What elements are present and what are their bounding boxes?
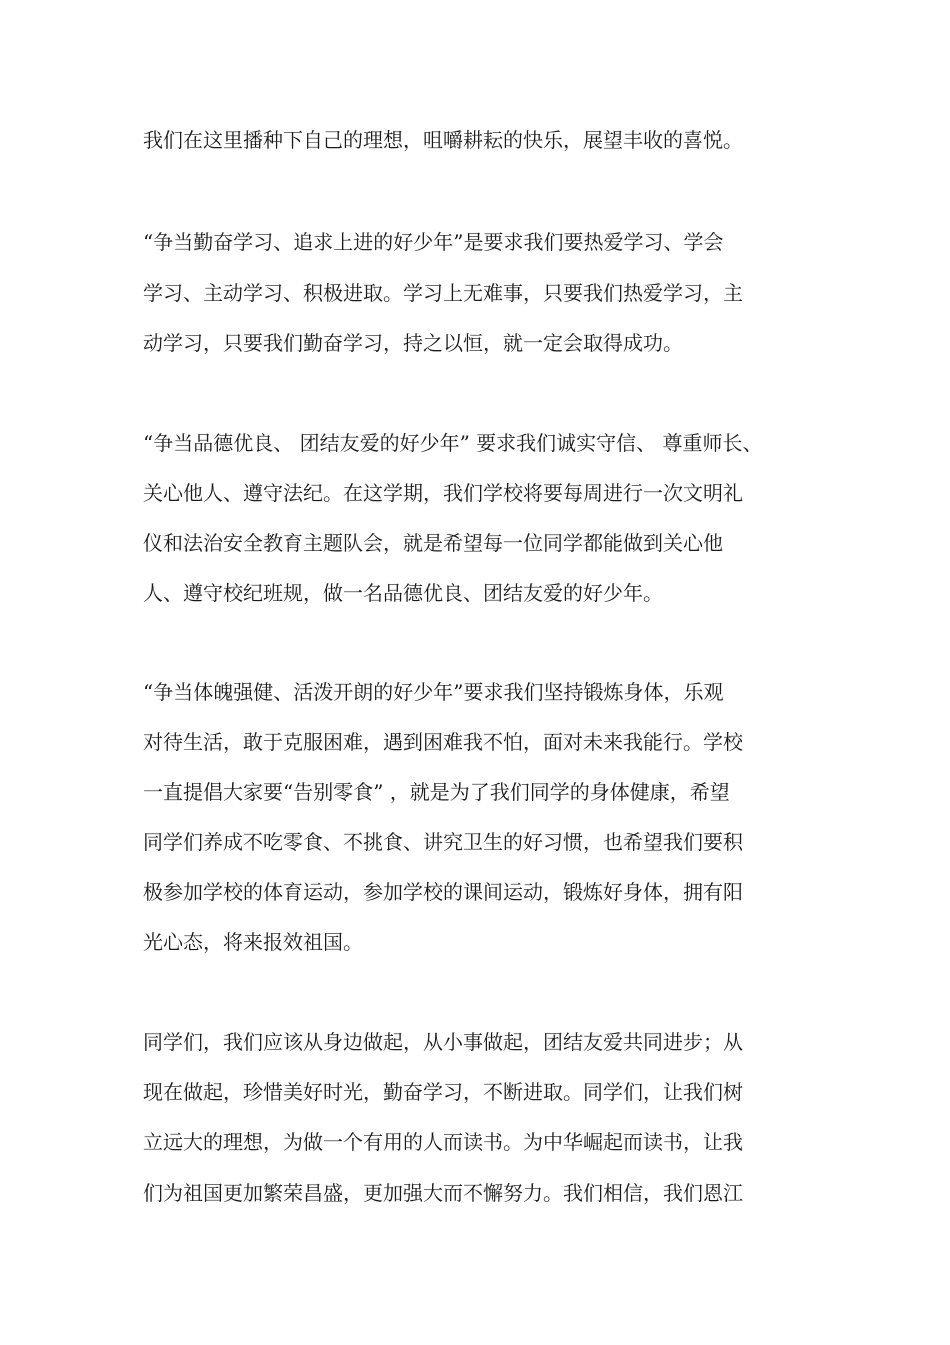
text-line: 一直提倡大家要“告别零食” ，就是为了我们同学的身体健康，希望 (143, 780, 730, 804)
text-line: 极参加学校的体育运动，参加学校的课间运动，锻炼好身体，拥有阳 (143, 880, 743, 904)
text-line: 现在做起，珍惜美好时光，勤奋学习，不断进取。同学们，让我们树 (143, 1080, 743, 1104)
text-line: 动学习，只要我们勤奋学习，持之以恒，就一定会取得成功。 (143, 331, 683, 355)
text-line: “争当勤奋学习、追求上进的好少年”是要求我们要热爱学习、学会 (143, 230, 724, 254)
text-line: 们为祖国更加繁荣昌盛，更加强大而不懈努力。我们相信，我们恩江 (143, 1181, 743, 1205)
text-line: 同学们养成不吃零食、不挑食、讲究卫生的好习惯，也希望我们要积 (143, 830, 743, 854)
text-line: 光心态，将来报效祖国。 (143, 930, 363, 954)
text-line: 学习、主动学习、积极进取。学习上无难事，只要我们热爱学习，主 (143, 281, 743, 305)
text-line: “争当体魄强健、活泼开朗的好少年”要求我们坚持锻炼身体，乐观 (143, 680, 724, 704)
text-line: 仪和法治安全教育主题队会，就是希望每一位同学都能做到关心他 (143, 531, 723, 555)
text-line: 关心他人、遵守法纪。在这学期，我们学校将要每周进行一次文明礼 (143, 481, 743, 505)
text-line: 立远大的理想，为做一个有用的人而读书。为中华崛起而读书，让我 (143, 1130, 743, 1154)
text-line: 人、遵守校纪班规，做一名品德优良、团结友爱的好少年。 (143, 581, 663, 605)
text-line: 同学们，我们应该从身边做起，从小事做起，团结友爱共同进步；从 (143, 1030, 743, 1054)
text-line: 对待生活，敢于克服困难，遇到困难我不怕，面对未来我能行。学校 (143, 730, 743, 754)
text-line: 我们在这里播种下自己的理想，咀嚼耕耘的快乐，展望丰收的喜悦。 (143, 128, 743, 152)
text-line: “争当品德优良、 团结友爱的好少年” 要求我们诚实守信、 尊重师长、 (143, 431, 763, 455)
